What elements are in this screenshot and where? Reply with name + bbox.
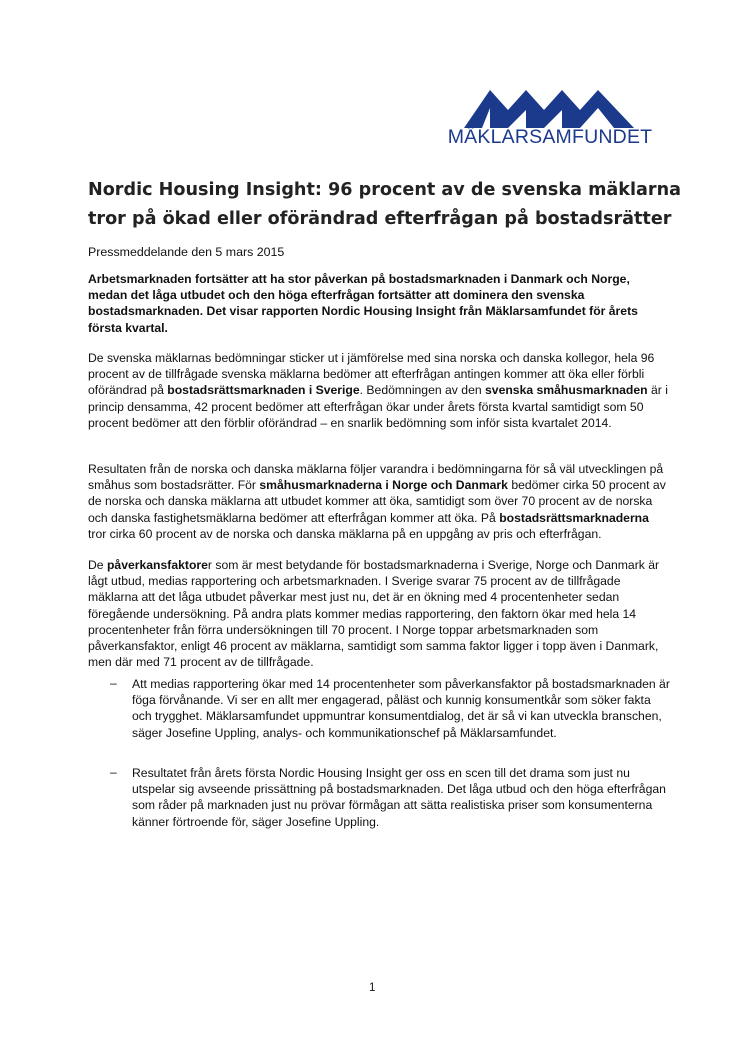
paragraph-swedish-brokers (88, 350, 668, 431)
quote-text: Resultatet från årets första Nordic Housing Insight ger oss en scen till det drama som just nu utspelar sig avseende prissättning på bostadsmarknaden. Det låga utbud och den höga efterfrågan som råder på marknaden just nu prövar förmågan att sätta realistiska priser som konsumenterna känner förtroende för, säger Josefine Uppling. (132, 766, 666, 829)
dash-bullet: – (110, 676, 117, 690)
p2-text-3: tror cirka 60 procent av de norska och danska mäklarna på en uppgång av pris och efterfrågan. (88, 526, 602, 541)
p3-bold-1: påverkansfaktore (106, 558, 208, 572)
p1-bold-2: svenska småhusmarknaden (485, 383, 648, 398)
maklarsamfundet-logo (440, 86, 660, 152)
lead-paragraph: Arbetsmarknaden fortsätter att ha stor påverkan på bostadsmarknaden i Danmark och Norge, medan det låga utbudet och den höga efterfrågan fortsätter att dominera den svenska bostadsmarknaden. Det visar rapporten Nordic Housing Insight från Mäklarsamfundet för årets första kvartal. (88, 272, 638, 335)
p2-text-1: Resultaten från de norska och danska mäklarna följer varandra i bedömningarna för så väl utvecklingen på småhus som bostadsrätter. För (88, 462, 664, 493)
p2-bold-2: bostadsrättsmarknaderna (499, 510, 649, 525)
p2-text-2: bedömer cirka 50 procent av de norska och danska mäklarna att utbudet kommer att öka, samtidigt som över 70 procent av de norska och danska fastighetsmäklarna bedömer att efterfrågan kommer att öka. På (88, 478, 666, 525)
paragraph-influence-factors (88, 557, 668, 670)
dash-bullet: – (110, 765, 117, 779)
paragraph-norway-denmark (88, 461, 668, 542)
p1-bold-1: bostadsrättsmarknaden i Sverige (167, 383, 360, 398)
p2-bold-1: småhusmarknaderna i Norge och Danmark (259, 478, 508, 493)
p3-text-1: De (88, 558, 107, 572)
p1-text-3: är i princip densamma, 42 procent bedömer att efterfrågan ökar under årets första kvartal samtidigt som 50 procent bedömer att den förblir oförändrad – en snarlik bedömning som inför sista kvartalet 2014. (88, 383, 668, 430)
p1-text-1: De svenska mäklarnas bedömningar sticker ut i jämförelse med sina norska och danska kollegor, hela 96 procent av de tillfrågade svenska mäklarna bedömer att efterfrågan antingen kommer att öka eller förbli oförändrad på (88, 351, 655, 398)
roof-logo-icon (464, 86, 634, 128)
logo-wordmark: MÄKLARSAMFUNDET (447, 126, 653, 148)
page-title: Nordic Housing Insight: 96 procent av de svenska mäklarna tror på ökad eller oförändrad efterfrågan på bostadsrätter (88, 180, 681, 229)
quote-text: Att medias rapportering ökar med 14 procentenheter som påverkansfaktor på bostadsmarknaden är föga förvånande. Vi ser en allt mer engagerad, påläst och kunnig konsumentkår som söker fakta och trygghet. Mäklarsamfundet uppmuntrar konsumentdialog, det är så vi kan utveckla branschen, säger Josefine Uppling, analys- och kommunikationschef på Mäklarsamfundet. (132, 677, 670, 740)
press-release-date: Pressmeddelande den 5 mars 2015 (88, 245, 285, 259)
p3-text-2: r som är mest betydande för bostadsmarknaderna i Sverige, Norge och Danmark är lågt utbud, medias rapportering och arbetsmarknaden. I Sverige svarar 75 procent av de tillfrågade mäklarna att det låga utbudet påverkar mest just nu, det är en ökning med 4 procentenheter sedan föregående undersökning. På andra plats kommer medias rapportering, den faktorn ökar med hela 14 procentenheter från förra undersökningen till 70 procent. I Norge toppar arbetsmarknaden som påverkansfaktor, enligt 46 procent av mäklarna, samtidigt som samma faktor ligger i topp även i Danmark, men där med 71 procent av de tillfrågade. (88, 558, 660, 670)
page-number: 1 (369, 982, 376, 994)
p1-text-2: . Bedömningen av den (359, 383, 486, 398)
